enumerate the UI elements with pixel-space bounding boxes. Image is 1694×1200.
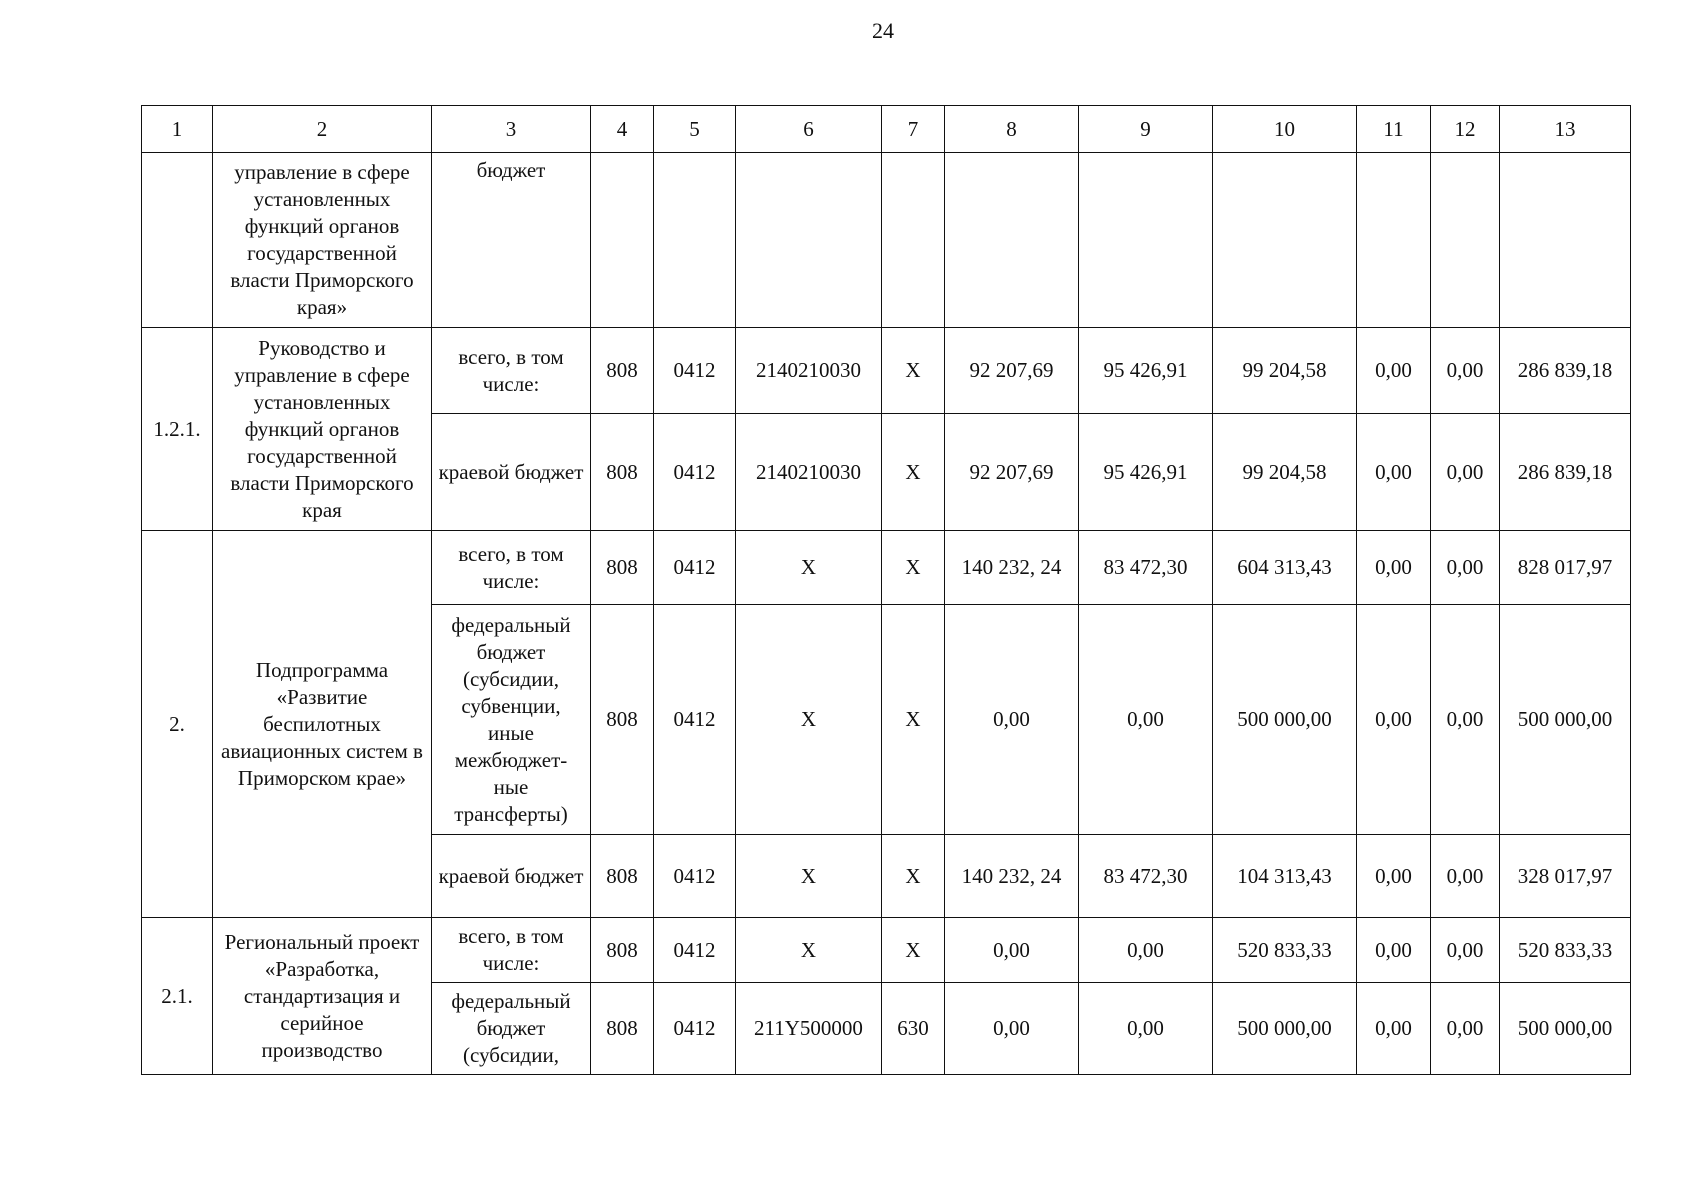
row-number-cell (142, 153, 213, 328)
table-cell (1079, 153, 1213, 328)
table-cell: 808 (591, 605, 654, 835)
table-cell (654, 153, 736, 328)
budget-table (141, 105, 1631, 1075)
row-name-cell: Подпрограмма «Развитие беспилотных авиационных систем в Приморском крае» (213, 531, 432, 918)
table-cell: 140 232, 24 (945, 531, 1079, 605)
table-cell: 92 207,69 (945, 414, 1079, 531)
table-cell: 0,00 (945, 918, 1079, 983)
table-cell: 0,00 (1357, 531, 1431, 605)
table-cell: 808 (591, 531, 654, 605)
table-cell: 630 (882, 983, 945, 1075)
table-cell: 286 839,18 (1500, 328, 1631, 414)
column-header: 13 (1500, 106, 1631, 153)
page-number: 24 (872, 18, 894, 43)
row-name-cell: Руководство и управление в сфере установленных функций органов государственной власти Приморского края (213, 328, 432, 531)
table-cell: X (882, 835, 945, 918)
table-cell: X (882, 918, 945, 983)
table-cell: 286 839,18 (1500, 414, 1631, 531)
table-cell: 328 017,97 (1500, 835, 1631, 918)
table-cell: 0,00 (1431, 414, 1500, 531)
column-header: 7 (882, 106, 945, 153)
table-cell (1500, 153, 1631, 328)
table-cell: 0,00 (1079, 605, 1213, 835)
column-header: 5 (654, 106, 736, 153)
table-cell: 0,00 (945, 605, 1079, 835)
table-cell: 99 204,58 (1213, 414, 1357, 531)
funding-source-cell: всего, в том числе: (432, 531, 591, 605)
table-cell: X (736, 531, 882, 605)
column-header: 4 (591, 106, 654, 153)
table-cell: 0,00 (1079, 918, 1213, 983)
table-cell: X (882, 531, 945, 605)
table-cell: 808 (591, 983, 654, 1075)
column-header: 10 (1213, 106, 1357, 153)
table-cell: X (882, 414, 945, 531)
table-cell: 0412 (654, 983, 736, 1075)
table-cell: 500 000,00 (1213, 983, 1357, 1075)
table-cell (1213, 153, 1357, 328)
table-cell: 83 472,30 (1079, 835, 1213, 918)
table-cell: 95 426,91 (1079, 328, 1213, 414)
row-number-cell: 2. (142, 531, 213, 918)
funding-source-cell: всего, в том числе: (432, 328, 591, 414)
table-cell: 808 (591, 835, 654, 918)
funding-source-cell: федеральный бюджет (субсидии, субвенции, иные межбюджет-ные трансферты) (432, 605, 591, 835)
column-header: 12 (1431, 106, 1500, 153)
table-cell: 104 313,43 (1213, 835, 1357, 918)
table-cell (1431, 153, 1500, 328)
table-row (142, 531, 1631, 605)
table-cell: 500 000,00 (1213, 605, 1357, 835)
table-cell: 0,00 (1431, 835, 1500, 918)
table-cell (945, 153, 1079, 328)
table-cell: 604 313,43 (1213, 531, 1357, 605)
funding-source-cell: всего, в том числе: (432, 918, 591, 983)
table-cell: X (736, 605, 882, 835)
table-cell: 0,00 (1431, 531, 1500, 605)
table-cell: 211Y500000 (736, 983, 882, 1075)
table-cell: 0412 (654, 531, 736, 605)
table-cell: 0,00 (1357, 414, 1431, 531)
table-cell: 0,00 (1357, 835, 1431, 918)
row-name-cell: Региональный проект «Разработка, стандартизация и серийное производство (213, 918, 432, 1075)
table-cell: 520 833,33 (1500, 918, 1631, 983)
funding-source-cell: федеральный бюджет (субсидии, (432, 983, 591, 1075)
funding-source-cell: бюджет (432, 153, 591, 328)
table-row (142, 153, 1631, 328)
table-cell: 0,00 (1357, 983, 1431, 1075)
table-cell: 0,00 (1431, 918, 1500, 983)
table-cell: X (736, 918, 882, 983)
funding-source-cell: краевой бюджет (432, 414, 591, 531)
row-number-cell: 2.1. (142, 918, 213, 1075)
table-cell: 140 232, 24 (945, 835, 1079, 918)
column-header: 8 (945, 106, 1079, 153)
table-cell: X (736, 835, 882, 918)
table-cell: 0412 (654, 835, 736, 918)
column-header: 9 (1079, 106, 1213, 153)
table-cell: 828 017,97 (1500, 531, 1631, 605)
column-header: 11 (1357, 106, 1431, 153)
table-cell: 2140210030 (736, 414, 882, 531)
table-cell: 0412 (654, 414, 736, 531)
table-cell (736, 153, 882, 328)
table-cell: 500 000,00 (1500, 605, 1631, 835)
table-cell (591, 153, 654, 328)
table-cell: 83 472,30 (1079, 531, 1213, 605)
table-cell: 0,00 (1357, 328, 1431, 414)
table-row (142, 328, 1631, 414)
table-cell: 2140210030 (736, 328, 882, 414)
table-cell: 500 000,00 (1500, 983, 1631, 1075)
column-header: 6 (736, 106, 882, 153)
column-header: 2 (213, 106, 432, 153)
table-cell: 808 (591, 328, 654, 414)
table-cell: X (882, 605, 945, 835)
table-cell: 0,00 (945, 983, 1079, 1075)
table-cell: 0,00 (1431, 605, 1500, 835)
table-cell: X (882, 328, 945, 414)
table-cell (882, 153, 945, 328)
row-name-cell: управление в сфере установленных функций органов государственной власти Приморского края» (213, 153, 432, 328)
column-header: 3 (432, 106, 591, 153)
table-cell: 99 204,58 (1213, 328, 1357, 414)
table-cell: 0,00 (1357, 605, 1431, 835)
table-cell: 0,00 (1357, 918, 1431, 983)
table-cell: 0,00 (1431, 983, 1500, 1075)
header-row (142, 106, 1631, 153)
table-cell: 0,00 (1079, 983, 1213, 1075)
table-cell (1357, 153, 1431, 328)
table-cell: 0,00 (1431, 328, 1500, 414)
table-cell: 0412 (654, 605, 736, 835)
table-cell: 0412 (654, 918, 736, 983)
table-cell: 92 207,69 (945, 328, 1079, 414)
table-row (142, 918, 1631, 983)
table-cell: 95 426,91 (1079, 414, 1213, 531)
table-cell: 808 (591, 918, 654, 983)
table-cell: 808 (591, 414, 654, 531)
table-cell: 0412 (654, 328, 736, 414)
row-number-cell: 1.2.1. (142, 328, 213, 531)
table-cell: 520 833,33 (1213, 918, 1357, 983)
column-header: 1 (142, 106, 213, 153)
funding-source-cell: краевой бюджет (432, 835, 591, 918)
